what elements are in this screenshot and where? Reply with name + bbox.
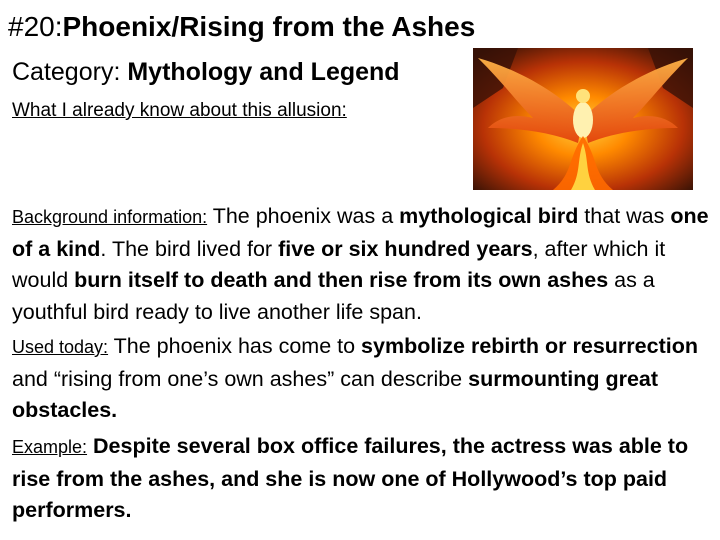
background-paragraph (12, 201, 712, 328)
background-bold-1: mythological bird (399, 204, 579, 228)
background-bold-4: burn itself to death and then rise from its own ashes (74, 268, 609, 292)
title-number: #20: (8, 11, 63, 42)
background-text-4: , after which it would (12, 236, 666, 292)
background-bold-2: one of a kind (12, 204, 709, 261)
background-text-2: that was (578, 204, 671, 228)
used-today-label: Used today: (12, 337, 109, 357)
example-bold-1: Despite several box office failures, the actress was able to rise from the ashes, and she is now one of Hollywood’s top paid performers. (12, 434, 689, 522)
example-label: Example: (12, 437, 88, 457)
example-paragraph (12, 431, 712, 527)
used-today-bold-2: surmounting great obstacles. (12, 366, 659, 422)
used-today-paragraph (12, 331, 712, 427)
background-text-3: . The bird lived for (100, 236, 279, 261)
used-today-text-2: and “rising from one’s own ashes” can describe (12, 366, 469, 391)
category-line (12, 56, 400, 88)
category-value: Mythology and Legend (127, 58, 400, 86)
already-know-label: What I already know about this allusion: (12, 100, 347, 121)
used-today-text-1: The phoenix has come to (108, 334, 362, 358)
background-label: Background information: (12, 207, 208, 227)
title-name: Phoenix/Rising from the Ashes (62, 11, 476, 42)
background-bold-3: five or six hundred years (278, 236, 533, 261)
phoenix-image (473, 48, 693, 190)
used-today-bold-1: symbolize rebirth or resurrection (361, 334, 698, 358)
background-text-5: as a youthful bird ready to live another life span. (12, 268, 655, 324)
background-text-1: The phoenix was a (207, 204, 400, 228)
category-label: Category: (12, 58, 128, 86)
page-title (8, 10, 475, 44)
